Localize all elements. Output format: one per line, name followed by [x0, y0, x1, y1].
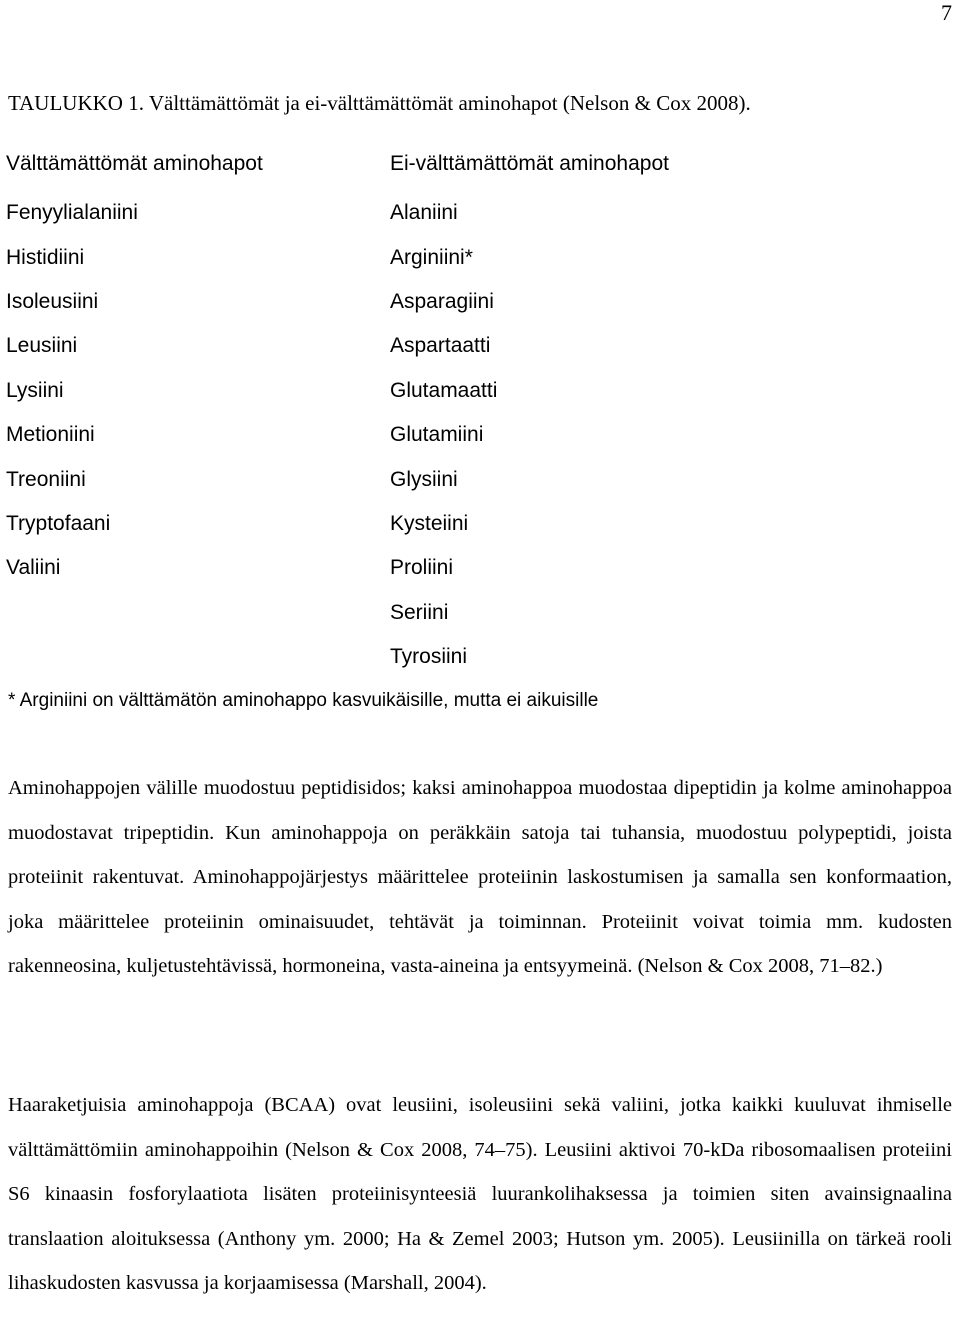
essential-cell: Lysiini [6, 378, 64, 402]
table-row [6, 235, 906, 279]
table-row [6, 369, 906, 413]
essential-cell: Treoniini [6, 467, 86, 491]
table-row [6, 502, 906, 546]
table-header [6, 146, 906, 182]
table-footnote: * Arginiini on välttämätön aminohappo kasvuikäisille, mutta ei aikuisille [8, 690, 599, 711]
page-number: 7 [941, 0, 952, 25]
non-essential-cell: Kysteiini [390, 511, 469, 535]
table-row [6, 191, 906, 235]
essential-cell: Leusiini [6, 334, 78, 358]
table-row [6, 413, 906, 457]
header-non-essential: Ei-välttämättömät aminohapot [390, 152, 669, 175]
table-row [6, 457, 906, 501]
table-row [6, 546, 906, 590]
table-row [6, 635, 906, 679]
amino-acid-table [6, 146, 906, 679]
table-caption: TAULUKKO 1. Välttämättömät ja ei-välttämättömät aminohapot (Nelson & Cox 2008). [8, 91, 751, 115]
non-essential-cell: Alaniini [390, 201, 458, 225]
essential-cell: Valiini [6, 556, 61, 580]
table-row [6, 591, 906, 635]
body-paragraph: Aminohappojen välille muodostuu peptidisidos; kaksi aminohappoa muodostaa dipeptidin ja kolme aminohappoa muodostavat tripeptidin. Kun aminohappoja on peräkkäin satoja tai tuhansia, muodostuu polypeptidi, joista proteiinit rakentuvat. Aminohappojärjestys määrittelee proteiinin laskostumisen ja samalla sen konformaation, joka määrittelee proteiinin ominaisuudet, tehtävät ja toiminnan. Proteiinit voivat toimia mm. kudosten rakenneosina, kuljetustehtävissä, hormoneina, vasta-aineina ja entsyymeinä. (Nelson & Cox 2008, 71–82.) [8, 777, 952, 977]
essential-cell: Tryptofaani [6, 511, 111, 535]
non-essential-cell: Glutamaatti [390, 378, 498, 402]
non-essential-cell: Aspartaatti [390, 334, 491, 358]
non-essential-cell: Asparagiini [390, 289, 494, 313]
non-essential-cell: Seriini [390, 600, 449, 624]
essential-cell: Metioniini [6, 423, 95, 447]
non-essential-cell: Arginiini* [390, 245, 473, 269]
non-essential-cell: Glutamiini [390, 423, 484, 447]
non-essential-cell: Tyrosiini [390, 645, 468, 669]
header-essential: Välttämättömät aminohapot [6, 152, 263, 175]
essential-cell: Isoleusiini [6, 289, 99, 313]
non-essential-cell: Glysiini [390, 467, 458, 491]
table-row [6, 280, 906, 324]
body-paragraph: Haaraketjuisia aminohappoja (BCAA) ovat leusiini, isoleusiini sekä valiini, jotka kaikki kuuluvat ihmiselle välttämättömiin aminohappoihin (Nelson & Cox 2008, 74–75). Leusiini aktivoi 70-kDa ribosomaalisen proteiini S6 kinaasin fosforylaatiota lisäten proteiinisynteesiä luurankolihaksessa ja toimien siten avainsignaalina translaation aloituksessa (Anthony ym. 2000; Ha & Zemel 2003; Hutson ym. 2005). Leusiinilla on tärkeä rooli lihaskudosten kasvussa ja korjaamisessa (Marshall, 2004). [8, 1094, 952, 1294]
non-essential-cell: Proliini [390, 556, 454, 580]
table-row [6, 324, 906, 368]
essential-cell: Fenyylialaniini [6, 201, 138, 225]
essential-cell: Histidiini [6, 245, 85, 269]
